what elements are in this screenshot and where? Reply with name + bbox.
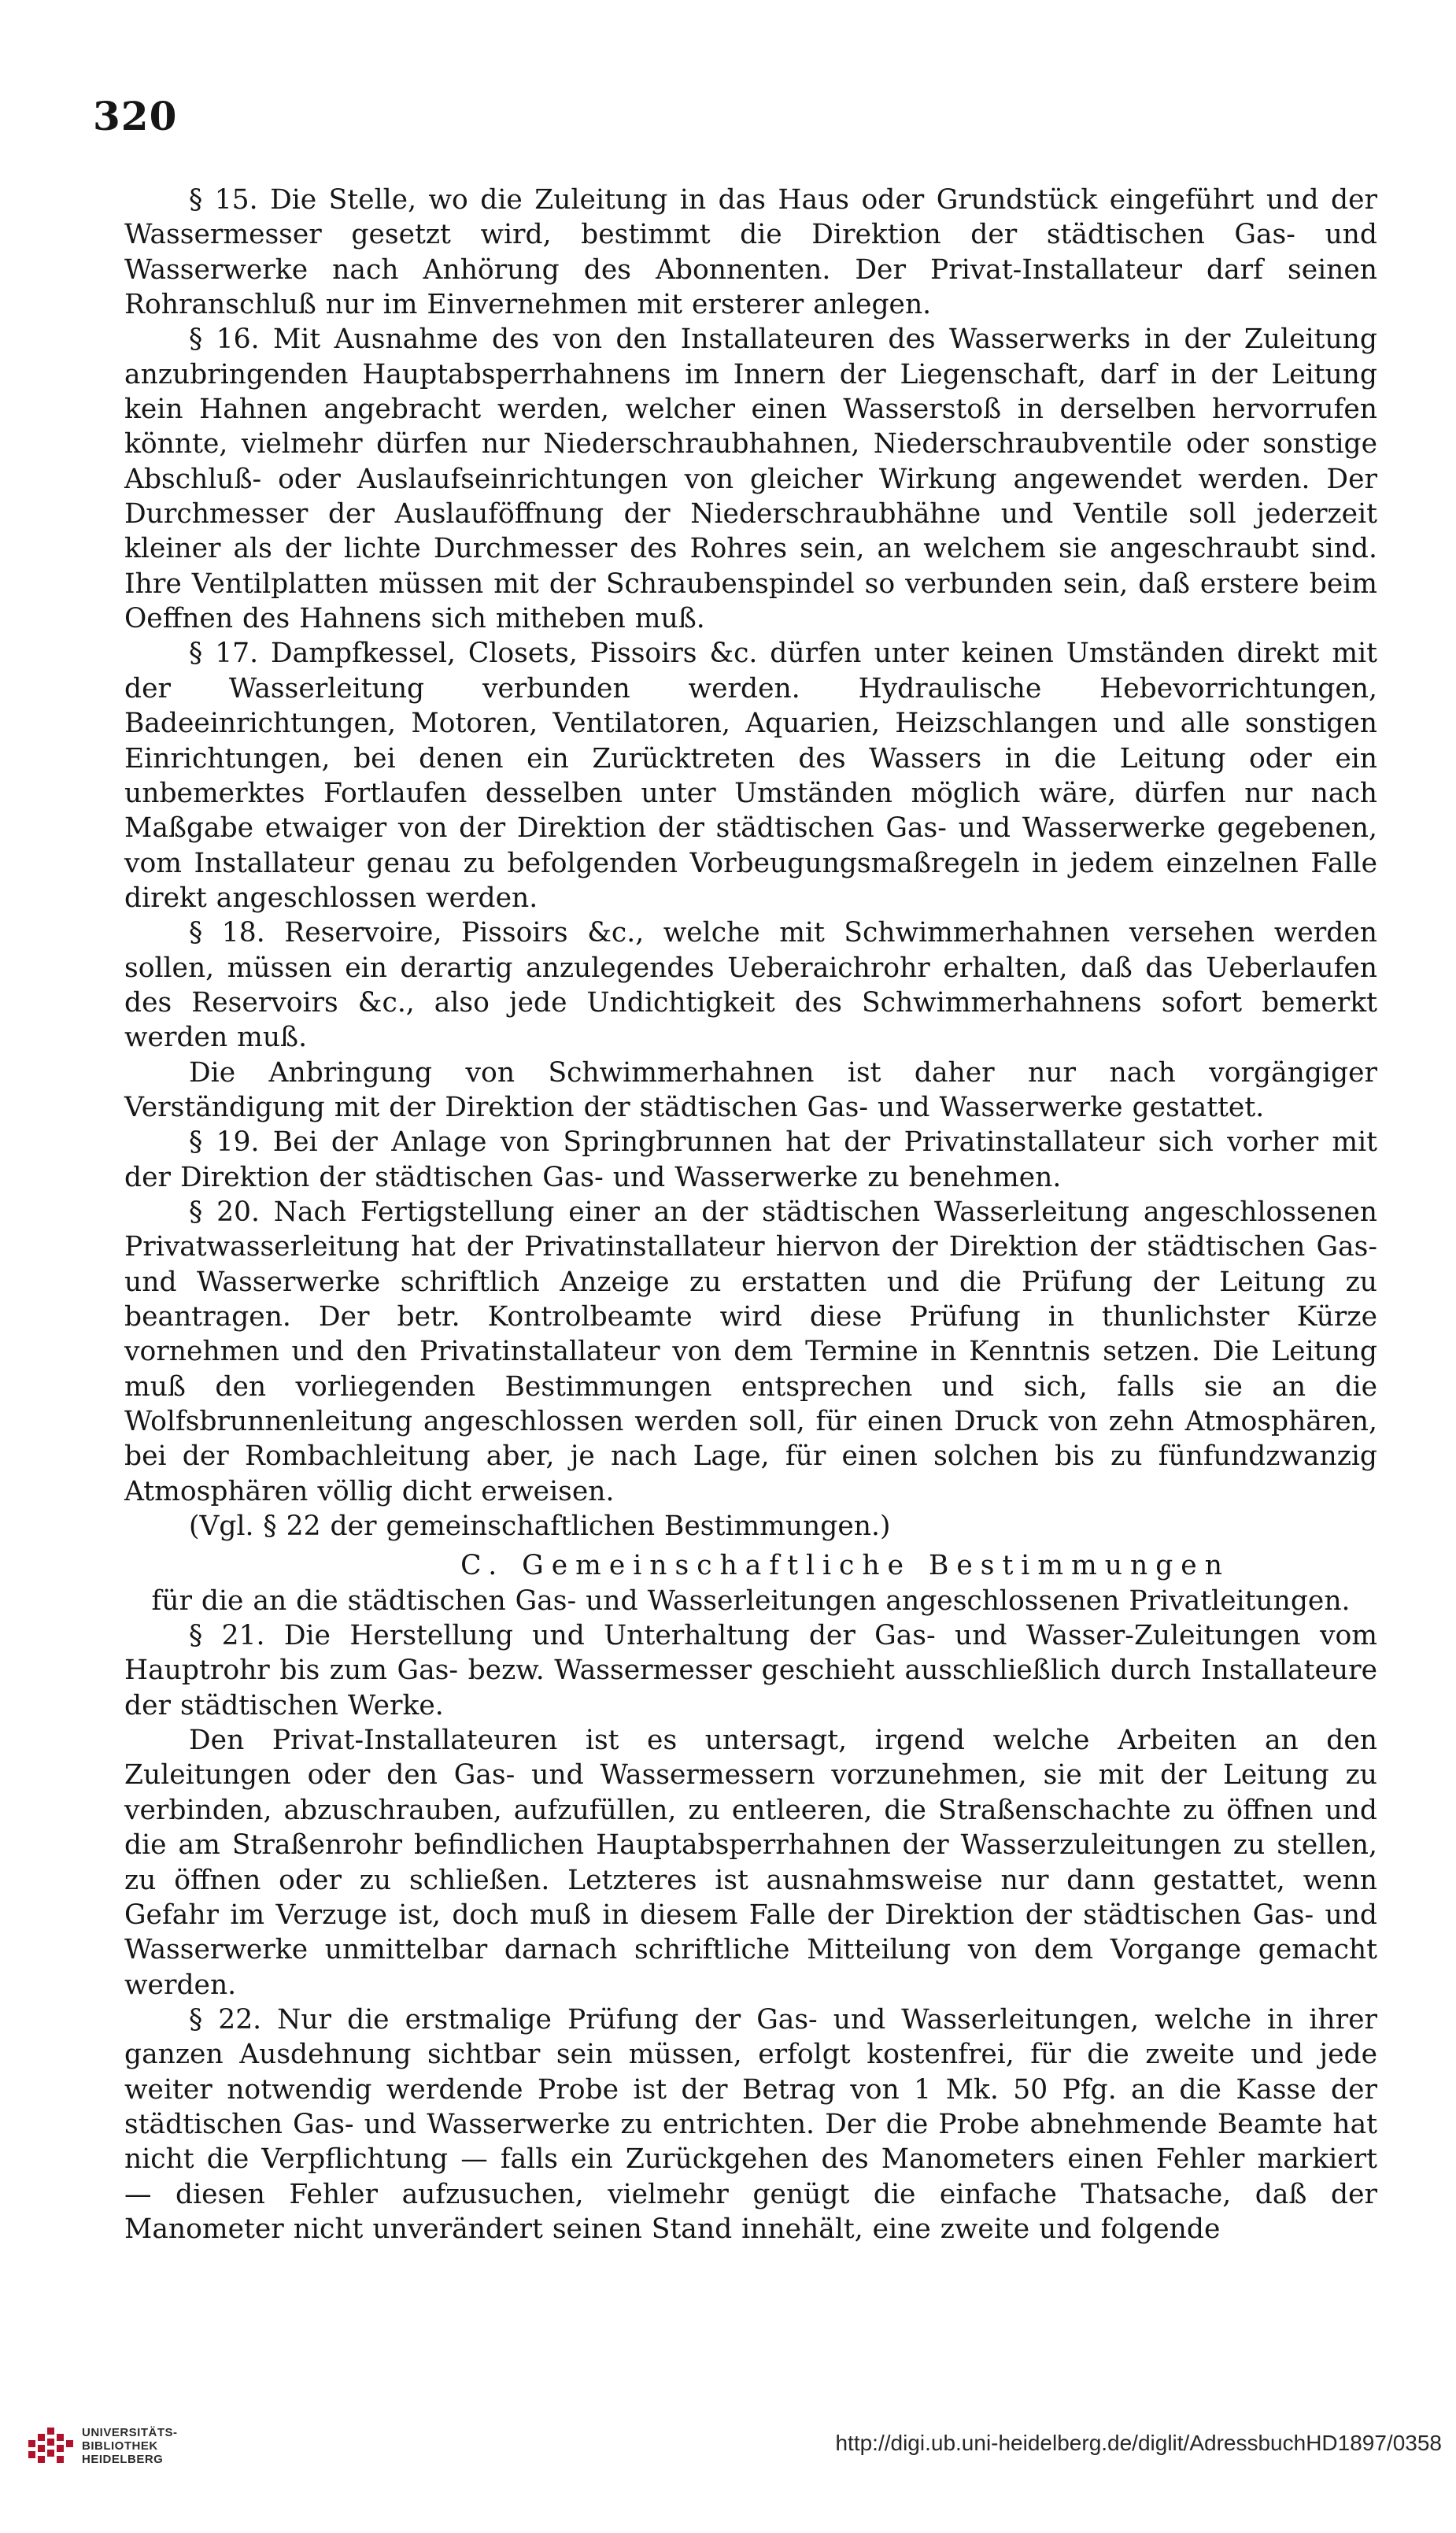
library-name-line: UNIVERSITÄTS-: [82, 2426, 178, 2439]
paragraph-swimmer-valves: Die Anbringung von Schwimmerhahnen ist daher nur nach vorgängiger Verständigung mit der Direktion der städtischen Gas- und Wasserwerke gestattet.: [124, 1056, 1377, 1123]
paragraph-section-20: § 20. Nach Fertigstellung einer an der städtischen Wasserleitung angeschlossenen Privatwasserleitung hat der Privatinstallateur hiervon der Direktion der städtischen Gas- und Wasserwerke schriftlich Anzeige zu erstatten und die Prüfung der Leitung zu beantragen. Der betr. Kontrolbeamte wird diese Prüfung in thunlichster Kürze vornehmen und den Privatinstallateur von dem Termine in Kenntnis setzen. Die Leitung muß den vorliegenden Bestimmungen entsprechen und sich, falls sie an die Wolfsbrunnenleitung angeschlossen werden soll, für einen Druck von zehn Atmosphären, bei der Rombachleitung aber, je nach Lage, für einen solchen bis zu fünfundzwanzig Atmosphären völlig dicht erweisen.: [124, 1196, 1377, 1507]
footer: [0, 2410, 1456, 2533]
paragraph-section-22: § 22. Nur die erstmalige Prüfung der Gas- und Wasserleitungen, welche in ihrer ganzen Ausdehnung sichtbar sein müssen, erfolgt kostenfrei, für die zweite und jede weiter notwendig werdende Probe ist der Betrag von 1 Mk. 50 Pfg. an die Kasse der städtischen Gas- und Wasserwerke zu entrichten. Der die Probe abnehmende Beamte hat nicht die Verpflichtung — falls ein Zurückgehen des Manometers einen Fehler markiert — diesen Fehler aufzusuchen, vielmehr genügt die einfache Thatsache, daß der Manometer nicht unverändert seinen Stand innehält, eine zweite und folgende: [124, 2003, 1377, 2245]
paragraph-section-16: § 16. Mit Ausnahme des von den Installateuren des Wasserwerks in der Zuleitung anzubringenden Hauptabsperrhahnens im Innern der Liegenschaft, darf in der Leitung kein Hahnen angebracht werden, welcher einen Wasserstoß in derselben hervorrufen könnte, vielmehr dürfen nur Niederschraubhahnen, Niederschraubventile oder sonstige Abschluß- oder Auslaufseinrichtungen von gleicher Wirkung angewendet werden. Der Durchmesser der Auslauföffnung der Niederschraubhähne und Ventile soll jederzeit kleiner als der lichte Durchmesser des Rohres sein, an welchem sie angeschraubt sind. Ihre Ventilplatten müssen mit der Schraubenspindel so verbunden sein, daß erstere beim Oeffnen des Hahnens sich mitheben muß.: [124, 324, 1377, 635]
paragraph-section-18: § 18. Reservoire, Pissoirs &c., welche mit Schwimmerhahnen versehen werden sollen, müssen ein derartig anzulegendes Ueberaichrohr erhalten, daß das Ueberlaufen des Reservoirs &c., also jede Undichtigkeit des Schwimmerhahnens sofort bemerkt werden muß.: [124, 917, 1377, 1054]
body-text: [124, 183, 1377, 2246]
paragraph-private-installers: Den Privat-Installateuren ist es untersagt, irgend welche Arbeiten an den Zuleitungen oder den Gas- und Wassermessern vorzunehmen, sie mit der Leitung zu verbinden, abzuschrauben, aufzufüllen, zu entleeren, die Straßenschachte zu öffnen und die am Straßenrohr befindlichen Hauptabsperrhahnen der Wasserzuleitungen zu stellen, zu öffnen oder zu schließen. Letzteres ist ausnahmsweise nur dann gestattet, wenn Gefahr im Verzuge ist, doch muß in diesem Falle der Direktion der städtischen Gas- und Wasserwerke unmittelbar darnach schriftliche Mitteilung von dem Vorgange gemacht werden.: [124, 1725, 1377, 2001]
paragraph-reference-note: (Vgl. § 22 der gemeinschaftlichen Bestimmungen.): [189, 1511, 891, 1543]
section-c-subheading: für die an die städtischen Gas- und Wasserleitungen angeschlossenen Privatleitungen.: [151, 1585, 1351, 1617]
paragraph-section-15: § 15. Die Stelle, wo die Zuleitung in das Haus oder Grundstück eingeführt und der Wassermesser gesetzt wird, bestimmt die Direktion der städtischen Gas- und Wasserwerke nach Anhörung des Abonnenten. Der Privat-Installateur darf seinen Rohranschluß nur im Einvernehmen mit ersterer anlegen.: [124, 184, 1377, 321]
library-logo-icon: [14, 2410, 82, 2478]
page-number: 320: [93, 93, 178, 139]
section-c-heading: C. Gemeinschaftliche Bestimmungen: [460, 1550, 1230, 1582]
source-url: http://digi.ub.uni-heidelberg.de/diglit/AdressbuchHD1897/0358: [835, 2431, 1442, 2455]
paragraph-section-21: § 21. Die Herstellung und Unterhaltung der Gas- und Wasser-Zuleitungen vom Hauptrohr bis zum Gas- bezw. Wassermesser geschieht ausschließlich durch Installateure der städtischen Werke.: [124, 1620, 1377, 1721]
library-name-line: HEIDELBERG: [82, 2453, 164, 2466]
library-name: [82, 2426, 178, 2466]
library-name-line: BIBLIOTHEK: [82, 2439, 158, 2453]
paragraph-section-19: § 19. Bei der Anlage von Springbrunnen hat der Privatinstallateur sich vorher mit der Direktion der städtischen Gas- und Wasserwerke zu benehmen.: [124, 1126, 1377, 1193]
paragraph-section-17: § 17. Dampfkessel, Closets, Pissoirs &c. dürfen unter keinen Umständen direkt mit der Wasserleitung verbunden werden. Hydraulische Hebevorrichtungen, Badeeinrichtungen, Motoren, Ventilatoren, Aquarien, Heizschlangen und alle sonstigen Einrichtungen, bei denen ein Zurücktreten des Wassers in die Leitung oder ein unbemerktes Fortlaufen desselben unter Umständen möglich wäre, dürfen nur nach Maßgabe etwaiger von der Direktion der städtischen Gas- und Wasserwerke gegebenen, vom Installateur genau zu befolgenden Vorbeugungsmaßregeln in jedem einzelnen Falle direkt angeschlossen werden.: [124, 638, 1377, 914]
